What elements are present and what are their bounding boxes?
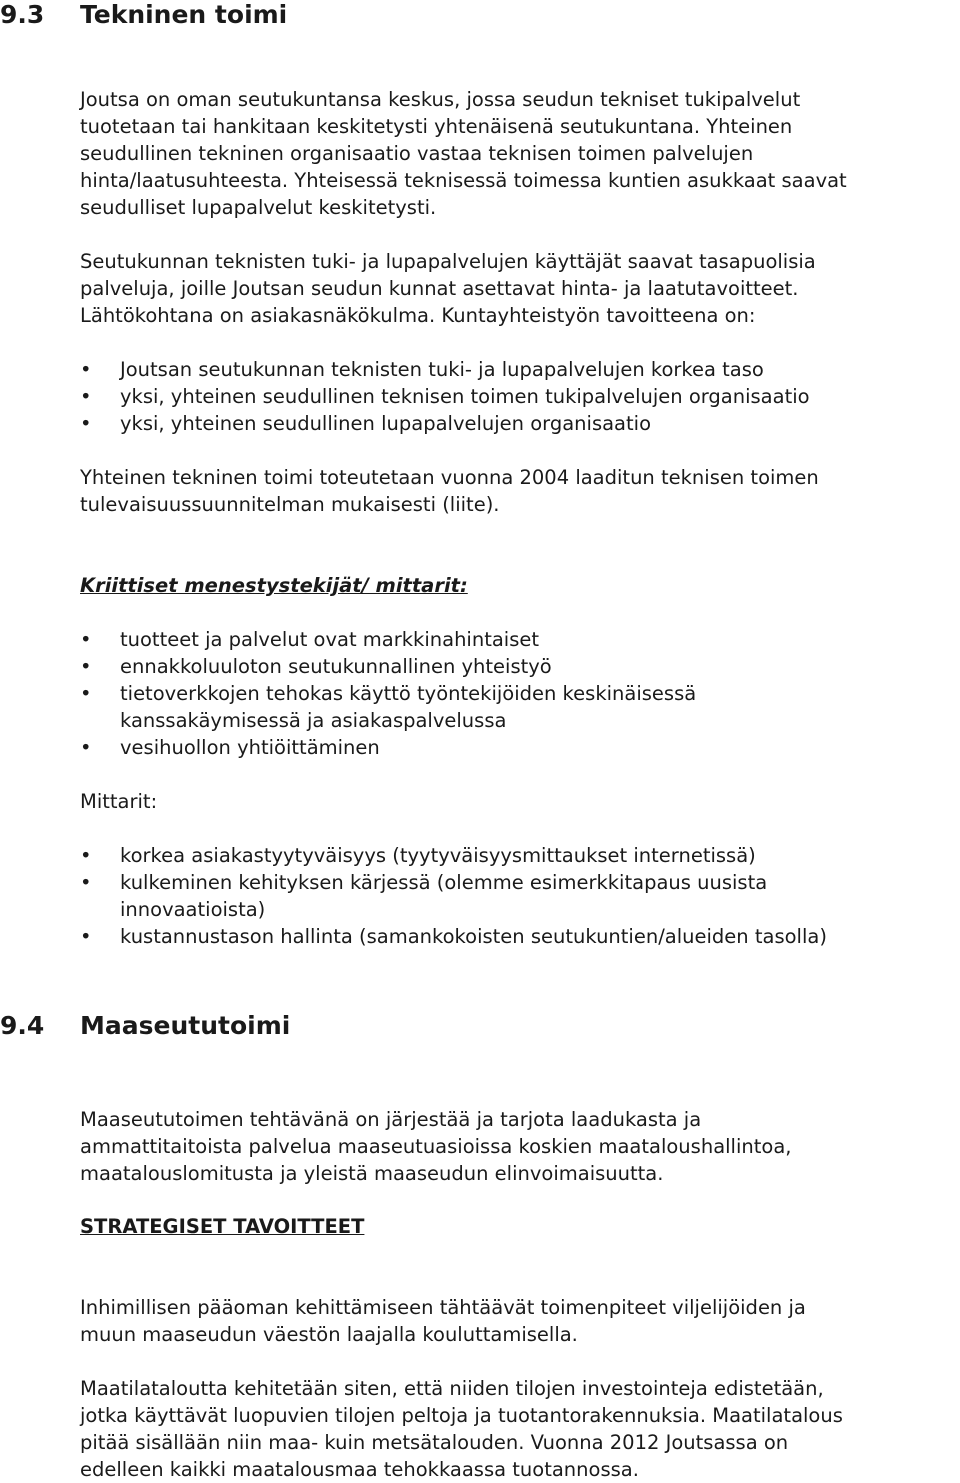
section-9-3-heading — [0, 0, 287, 30]
list-item: • Joutsan seutukunnan teknisten tuki- ja lupapalvelujen korkea taso — [80, 358, 764, 381]
paragraph-9-3-3 — [80, 464, 819, 518]
section-number: 9.4 — [0, 1011, 45, 1040]
metrics-label: Mittarit: — [80, 790, 158, 813]
bullet-icon: • — [80, 682, 92, 705]
text-line: seudulliset lupapalvelut keskitetysti. — [80, 196, 437, 219]
bullet-icon: • — [80, 844, 92, 867]
text-line: Seutukunnan teknisten tuki- ja lupapalvelujen käyttäjät saavat tasapuolisia — [80, 250, 816, 273]
strategic-goals-heading: STRATEGISET TAVOITTEET — [80, 1215, 365, 1238]
list-item: • yksi, yhteinen seudullinen lupapalvelujen organisaatio — [80, 412, 651, 435]
text-line: Yhteinen tekninen toimi toteutetaan vuonna 2004 laaditun teknisen toimen — [80, 466, 819, 489]
paragraph-9-4-2 — [80, 1294, 806, 1348]
list-item: • ennakkoluuloton seutukunnallinen yhteistyö — [80, 655, 552, 678]
text-line: Lähtökohtana on asiakasnäkökulma. Kuntayhteistyön tavoitteena on: — [80, 304, 756, 327]
list-item: • tuotteet ja palvelut ovat markkinahintaiset — [80, 628, 540, 651]
paragraph-9-4-1 — [80, 1106, 791, 1187]
text-line: pitää sisällään niin maa- kuin metsätalouden. Vuonna 2012 Joutsassa on — [80, 1431, 789, 1454]
text-line: muun maaseudun väestön laajalla kouluttamisella. — [80, 1323, 578, 1346]
bullet-icon: • — [80, 871, 92, 894]
bullet-icon: • — [80, 736, 92, 759]
bullet-icon: • — [80, 412, 92, 435]
list-item: • korkea asiakastyytyväisyys (tyytyväisyysmittaukset internetissä) — [80, 844, 756, 867]
text-line: Maatilataloutta kehitetään siten, että niiden tilojen investointeja edistetään, — [80, 1377, 824, 1400]
bullet-icon: • — [80, 385, 92, 408]
text-line: Joutsa on oman seutukuntansa keskus, jossa seudun tekniset tukipalvelut — [80, 88, 801, 111]
list-item: • kustannustason hallinta (samankokoisten seutukuntien/alueiden tasolla) — [80, 925, 827, 948]
bullet-icon: • — [80, 628, 92, 651]
section-title: Maaseututoimi — [80, 1011, 291, 1040]
list-item: • kulkeminen kehityksen kärjessä (olemme esimerkkitapaus uusista innovaatioista) — [80, 871, 768, 921]
list-item: • tietoverkkojen tehokas käyttö työntekijöiden keskinäisessä kanssakäymisessä ja asiakaspalvelussa — [80, 682, 697, 732]
text-line: maatalouslomitusta ja yleistä maaseudun elinvoimaisuutta. — [80, 1162, 664, 1185]
goals-list — [80, 356, 810, 437]
text-line: palveluja, joille Joutsan seudun kunnat asettavat hinta- ja laatutavoitteet. — [80, 277, 799, 300]
text-line: jotka käyttävät luopuvien tilojen peltoja ja tuotantorakennuksia. Maatilatalous — [80, 1404, 843, 1427]
text-line: ammattitaitoista palvelua maaseutuasioissa koskien maataloushallintoa, — [80, 1135, 792, 1158]
section-number: 9.3 — [0, 0, 45, 29]
metrics-list — [80, 842, 827, 950]
critical-factors-heading: Kriittiset menestystekijät/ mittarit: — [80, 574, 468, 597]
paragraph-9-3-1 — [80, 86, 847, 221]
text-line: Maaseututoimen tehtävänä on järjestää ja tarjota laadukasta ja — [80, 1108, 702, 1131]
text-line: Inhimillisen pääoman kehittämiseen tähtäävät toimenpiteet viljelijöiden ja — [80, 1296, 806, 1319]
section-title: Tekninen toimi — [80, 0, 288, 29]
list-item: • yksi, yhteinen seudullinen teknisen toimen tukipalvelujen organisaatio — [80, 385, 810, 408]
bullet-icon: • — [80, 358, 92, 381]
text-line: seudullinen tekninen organisaatio vastaa teknisen toimen palvelujen — [80, 142, 754, 165]
paragraph-9-4-3 — [80, 1375, 843, 1483]
bullet-icon: • — [80, 925, 92, 948]
text-line: tuotetaan tai hankitaan keskitetysti yhtenäisenä seutukuntana. Yhteinen — [80, 115, 793, 138]
critical-factors-list — [80, 626, 696, 761]
paragraph-9-3-2 — [80, 248, 816, 329]
text-line: tulevaisuussuunnitelman mukaisesti (liite). — [80, 493, 500, 516]
text-line: edelleen kaikki maatalousmaa tehokkaassa tuotannossa. — [80, 1458, 639, 1481]
section-9-4-heading — [0, 1011, 290, 1041]
text-line: hinta/laatusuhteesta. Yhteisessä teknisessä toimessa kuntien asukkaat saavat — [80, 169, 847, 192]
bullet-icon: • — [80, 655, 92, 678]
list-item: • vesihuollon yhtiöittäminen — [80, 736, 380, 759]
